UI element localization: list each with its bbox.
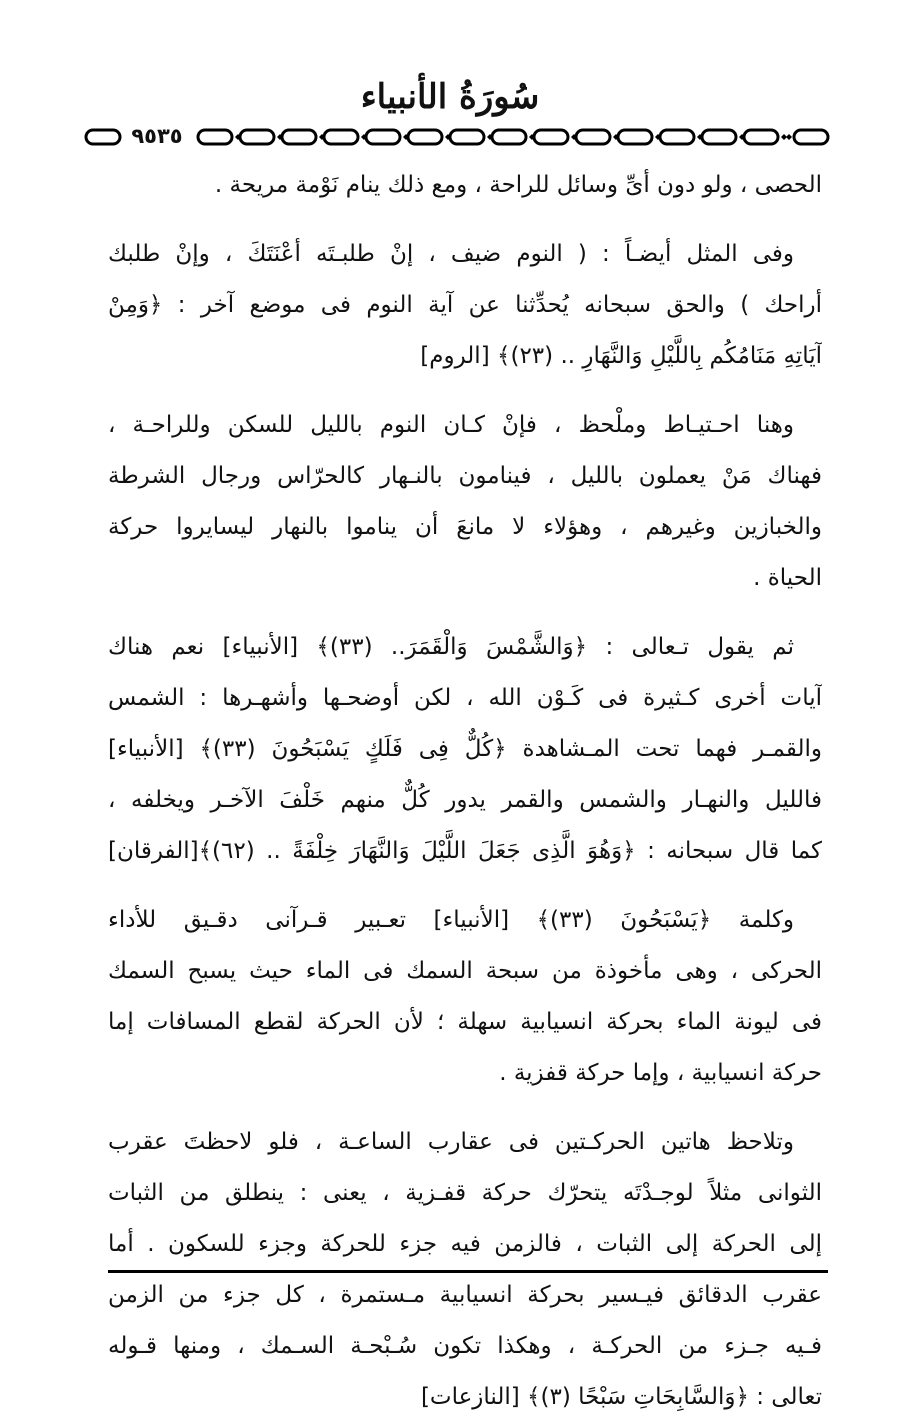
text-line: كما قال سبحانه : ﴿وَهُوَ الَّذِى جَعَلَ اللَّيْلَ وَالنَّهَارَ خِلْفَةً .. (٦٢)﴾[الفرقان] — [108, 838, 822, 864]
text-line: والقمـر فهما تحت المـشاهدة ﴿كُلٌّ فِى فَلَكٍ يَسْبَحُونَ (٣٣)﴾ [الأنبياء] — [108, 736, 822, 762]
text-line: فالليل والنهـار والشمس والقمر يدور كُلٌّ منهم خَلْفَ الآخـر ويخلفه ، — [108, 787, 822, 813]
text-line: والخبازين وغيرهم ، وهؤلاء لا مانعَ أن يناموا بالنهار ليسايروا حركة — [108, 514, 822, 540]
surah-title: سُورَةُ الأنبياء — [360, 77, 540, 117]
text-line: وتلاحظ هاتين الحركـتين فى عقارب الساعـة ، فلو لاحظتَ عقرب — [108, 1129, 794, 1155]
footer-rule — [108, 1270, 828, 1273]
text-line: إلى الحركة إلى الثبات ، فالزمن فيه جزء للحركة وجزء للسكون . أما — [108, 1231, 822, 1257]
text-line: آيات أخرى كـثيرة فى كَـوْن الله ، لكن أوضحـها وأشهـرها : الشمس — [108, 685, 822, 711]
text-line: حركة انسيابية ، وإما حركة قفزية . — [499, 1060, 822, 1086]
text-line: ثم يقول تـعالى : ﴿وَالشَّمْسَ وَالْقَمَرَ.. (٣٣)﴾ [الأنبياء] نعم هناك — [108, 634, 794, 660]
text-line: وكلمة ﴿يَسْبَحُونَ (٣٣)﴾ [الأنبياء] تعـبير قـرآنى دقـيق للأداء — [108, 907, 794, 933]
text-line: الحركى ، وهى مأخوذة من سبحة السمك فى الماء حيث يسبح السمك — [108, 958, 822, 984]
text-line: الحياة . — [753, 565, 822, 591]
text-line: أراحك ) والحق سبحانه يُحدِّثنا عن آية النوم فى موضع آخر : ﴿وَمِنْ — [108, 292, 822, 318]
text-line: تعالى : ﴿وَالسَّابِحَاتِ سَبْحًا (٣)﴾ [النازعات] — [420, 1384, 822, 1410]
text-line: وهنا احـتيـاط وملْحظ ، فإنْ كـان النوم بالليل للسكن وللراحـة ، — [108, 412, 794, 438]
text-line: فى ليونة الماء بحركة انسيابية سهلة ؛ لأن الحركة لقطع المسافات إما — [108, 1009, 822, 1035]
text-line: آيَاتِهِ مَنَامُكُم بِاللَّيْلِ وَالنَّهَارِ .. (٢٣)﴾ [الروم] — [420, 343, 822, 369]
ornamental-border — [82, 126, 838, 148]
text-line: فـيه جـزء من الحركـة ، وهكذا تكون سُـبْحـة السـمك ، ومنها قـوله — [108, 1333, 822, 1359]
text-line: عقرب الدقائق فيـسير بحركة انسيابية مـستمرة ، كل جزء من الزمن — [108, 1282, 822, 1308]
text-line: الحصى ، ولو دون أىِّ وسائل للراحة ، ومع ذلك ينام نَوْمة مريحة . — [214, 172, 822, 198]
text-line: وفى المثل أيضـاً : ( النوم ضيف ، إنْ طلبـتَه أعْنَتَكَ ، وإنْ طلبك — [108, 241, 794, 267]
text-line: الثوانى مثلاً لوجـدْتَه يتحرّك حركة قفـزية ، يعنى : ينطلق من الثبات — [108, 1180, 822, 1206]
page-number: ٩٥٣٥ — [122, 122, 192, 150]
text-line: فهناك مَنْ يعملون بالليل ، فينامون بالنـهار كالحرّاس ورجال الشرطة — [108, 463, 822, 489]
page-body — [108, 160, 822, 1423]
